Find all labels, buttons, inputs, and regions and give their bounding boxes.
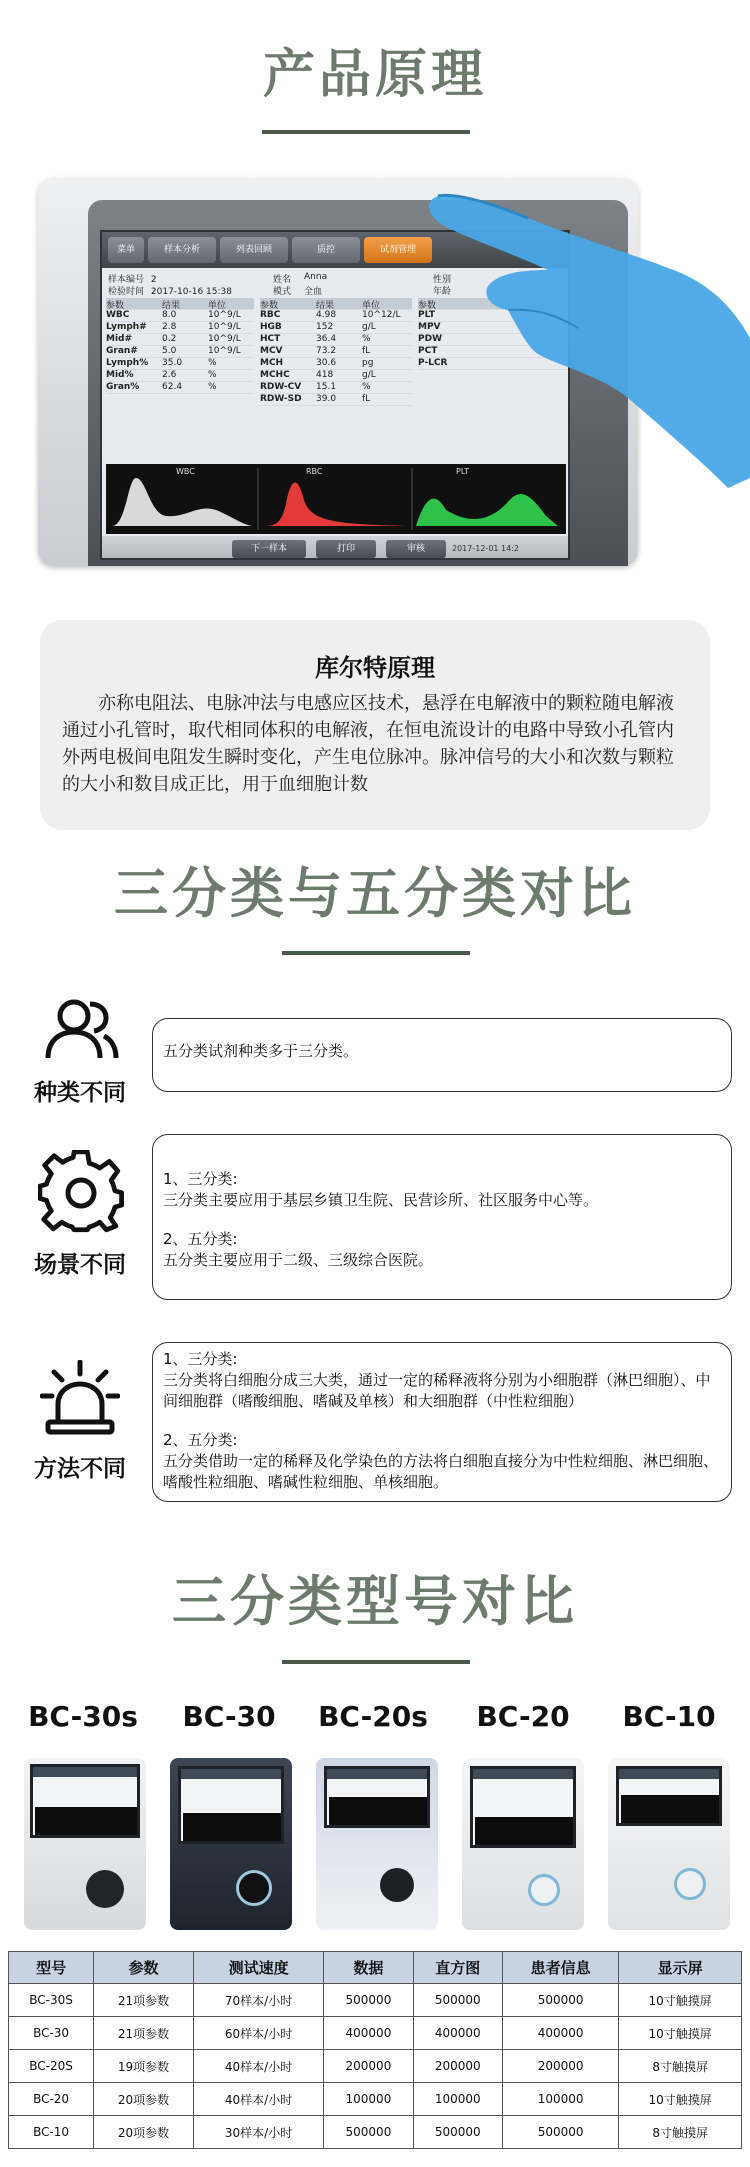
table-row: [9, 2083, 742, 2116]
spec-header-cell: 型号: [9, 1952, 94, 1984]
tab-reagent[interactable]: 试剂管理: [364, 237, 432, 263]
spec-header-cell: 参数: [94, 1952, 194, 1984]
grid-cell: MCV: [260, 346, 283, 356]
grid-row: [260, 382, 412, 394]
compare-label-type: 种类不同: [34, 1080, 126, 1106]
grid-header-cell: 参数: [106, 301, 125, 311]
compare-text-line: 三分类主要应用于基层乡镇卫生院、民营诊所、社区服务中心等。: [163, 1191, 599, 1209]
spec-header-cell: 测试速度: [193, 1952, 323, 1984]
spec-cell: 400000: [502, 2017, 618, 2050]
rbc-result-table: [260, 298, 412, 406]
gloved-hand-illustration: [398, 178, 750, 508]
model-name-bc30: BC-30: [182, 1700, 276, 1733]
grid-header-cell: 单位: [362, 301, 381, 311]
spec-cell: 40样本/小时: [193, 2083, 323, 2116]
model-name-bc30s: BC-30s: [28, 1700, 138, 1733]
compare-text-line: 五分类试剂种类多于三分类。: [163, 1042, 359, 1060]
grid-cell: MPV: [418, 322, 441, 332]
grid-cell: 30.6: [316, 358, 337, 368]
compare-text-line: 2、五分类:: [163, 1431, 238, 1449]
spec-cell: 200000: [324, 2050, 413, 2083]
test-time: 2017-10-16 15:38: [150, 287, 232, 297]
grid-cell: HCT: [260, 334, 281, 344]
name-label: 姓名: [273, 275, 292, 285]
grid-cell: %: [208, 358, 217, 368]
grid-row: [260, 370, 412, 382]
wbc-result-table: [106, 298, 254, 394]
grid-row: [106, 346, 254, 358]
grid-cell: g/L: [362, 322, 376, 332]
grid-cell: RDW-CV: [260, 382, 302, 392]
wbc-histogram-curve: [112, 478, 252, 526]
tab-sample-analysis[interactable]: 样本分析: [148, 237, 216, 263]
table-row: [9, 2116, 742, 2149]
section-title-models: 三分类型号对比: [172, 1570, 578, 1633]
grid-cell: 73.2: [316, 346, 337, 356]
next-sample-button[interactable]: 下一样本: [232, 540, 306, 558]
spec-cell: 200000: [502, 2050, 618, 2083]
coulter-principle-text: 亦称电阻法、电脉冲法与电感应区技术，悬浮在电解液中的颗粒随电解液通过小孔管时，取代相同体积的电解液，在恒电流设计的电路中导致小孔管内外两电极间电阻发生瞬时变化，产生电位脉冲。脉冲信号的大小和次数与颗粒的大小和数目成正比，用于血细胞计数: [62, 693, 674, 795]
spec-cell: BC-10: [9, 2116, 94, 2149]
compare-box-method: [152, 1342, 732, 1502]
time-label: 检验时间: [108, 287, 145, 297]
grid-cell: %: [208, 370, 217, 380]
grid-cell: %: [208, 382, 217, 392]
spec-cell: 10寸触摸屏: [619, 2083, 742, 2116]
grid-cell: PCT: [418, 346, 438, 356]
title-underline: [282, 951, 470, 955]
grid-cell: Lymph#: [106, 322, 147, 332]
coulter-principle-title: 库尔特原理: [315, 654, 435, 682]
mode-label: 模式: [273, 287, 292, 297]
grid-cell: PDW: [418, 334, 442, 344]
users-icon: [44, 996, 120, 1062]
grid-cell: 5.0: [162, 346, 177, 356]
spec-cell: 400000: [324, 2017, 413, 2050]
status-date: 2017-12-01 14:2: [452, 544, 519, 553]
grid-row: [260, 310, 412, 322]
spec-cell: 8寸触摸屏: [619, 2050, 742, 2083]
grid-cell: %: [362, 382, 371, 392]
device-bc30: [170, 1758, 292, 1930]
spec-cell: 30样本/小时: [193, 2116, 323, 2149]
grid-row: [106, 370, 254, 382]
grid-cell: 2.6: [162, 370, 177, 380]
coulter-principle-card: [40, 620, 710, 830]
histogram-label-rbc: RBC: [306, 467, 323, 476]
spec-header-cell: 直方图: [413, 1952, 502, 1984]
spec-cell: 100000: [413, 2083, 502, 2116]
spec-cell: 19项参数: [94, 2050, 194, 2083]
age-label: 年龄: [433, 287, 452, 297]
spec-cell: 8寸触摸屏: [619, 2116, 742, 2149]
grid-header-cell: 参数: [260, 301, 279, 311]
grid-cell: Lymph%: [106, 358, 149, 368]
compare-box-type: [152, 1018, 732, 1092]
grid-header-cell: 单位: [208, 301, 227, 311]
spec-cell: 500000: [324, 2116, 413, 2149]
model-name-bc20s: BC-20s: [318, 1700, 428, 1733]
spec-cell: 20项参数: [94, 2116, 194, 2149]
compare-box-scene: [152, 1134, 732, 1300]
tab-list-review[interactable]: 列表回顾: [220, 237, 288, 263]
grid-row: [106, 310, 254, 322]
tab-qc[interactable]: 质控: [292, 237, 360, 263]
section-title-compare: 三分类与五分类对比: [114, 862, 636, 925]
grid-cell: 4.98: [316, 310, 337, 320]
grid-cell: 36.4: [316, 334, 337, 344]
grid-row: [260, 394, 412, 406]
grid-cell: 2.8: [162, 322, 177, 332]
screen-bottom-bar: [102, 536, 570, 560]
tab-menu[interactable]: 菜单: [108, 237, 144, 263]
grid-header: [106, 298, 254, 310]
model-spec-table: [8, 1951, 742, 2149]
grid-cell: PLT: [418, 310, 435, 320]
grid-cell: 10^9/L: [208, 322, 241, 332]
table-row: [9, 2017, 742, 2050]
spec-cell: 500000: [324, 1984, 413, 2017]
grid-cell: Mid%: [106, 370, 134, 380]
sample-no: 2: [150, 275, 157, 285]
spec-table-header: [9, 1952, 742, 1984]
spec-cell: 21项参数: [94, 1984, 194, 2017]
grid-cell: 35.0: [162, 358, 183, 368]
spec-cell: 40样本/小时: [193, 2050, 323, 2083]
spec-header-cell: 显示屏: [619, 1952, 742, 1984]
grid-header-cell: 参数: [418, 301, 437, 311]
grid-cell: fL: [362, 394, 371, 404]
mode-value: 全血: [304, 287, 323, 297]
grid-row: [260, 334, 412, 346]
grid-row: [106, 382, 254, 394]
grid-row: [106, 322, 254, 334]
grid-cell: HGB: [260, 322, 282, 332]
histogram-label-plt: PLT: [456, 467, 470, 476]
spec-cell: 100000: [324, 2083, 413, 2116]
grid-cell: 15.1: [316, 382, 337, 392]
model-name-bc10: BC-10: [622, 1700, 716, 1733]
grid-cell: 10^12/L: [362, 310, 401, 320]
grid-cell: 10^9/L: [208, 334, 241, 344]
spec-cell: 21项参数: [94, 2017, 194, 2050]
grid-row: [260, 322, 412, 334]
table-row: [9, 2050, 742, 2083]
histogram-label-wbc: WBC: [176, 467, 195, 476]
compare-text-line: 五分类借助一定的稀释及化学染色的方法将白细胞直接分为中性粒细胞、淋巴细胞、嗜酸性粒细胞、嗜碱性粒细胞、单核细胞。: [163, 1452, 719, 1491]
grid-row: [260, 346, 412, 358]
compare-text-line: 五分类主要应用于二级、三级综合医院。: [163, 1251, 434, 1269]
grid-cell: 62.4: [162, 382, 183, 392]
spec-header-cell: 数据: [324, 1952, 413, 1984]
grid-header-cell: 结果: [162, 301, 181, 311]
compare-text-line: 1、三分类:: [163, 1350, 238, 1368]
device-bc10: [608, 1758, 730, 1930]
sample-no-label: 样本编号: [108, 275, 145, 285]
spec-cell: 10寸触摸屏: [619, 1984, 742, 2017]
grid-cell: P-LCR: [418, 358, 448, 368]
spec-cell: 500000: [502, 1984, 618, 2017]
grid-cell: Mid#: [106, 334, 133, 344]
section-title-principle: 产品原理: [262, 45, 487, 105]
grid-header: [260, 298, 412, 310]
spec-header-cell: 患者信息: [502, 1952, 618, 1984]
line-gap: [163, 1412, 721, 1430]
compare-text-line: 2、五分类:: [163, 1230, 238, 1248]
table-row: [9, 1984, 742, 2017]
model-name-bc20: BC-20: [476, 1700, 570, 1733]
grid-cell: RBC: [260, 310, 281, 320]
gear-icon: [38, 1150, 124, 1236]
patient-name: Anna: [304, 272, 328, 282]
device-bc20s: [316, 1758, 438, 1930]
grid-cell: Gran#: [106, 346, 138, 356]
grid-row: [106, 334, 254, 346]
spec-cell: 100000: [502, 2083, 618, 2116]
grid-cell: MCH: [260, 358, 284, 368]
title-underline: [262, 130, 470, 134]
grid-cell: 39.0: [316, 394, 337, 404]
grid-cell: %: [362, 334, 371, 344]
spec-cell: 200000: [413, 2050, 502, 2083]
spec-cell: 60样本/小时: [193, 2017, 323, 2050]
device-bc30s: [24, 1758, 146, 1930]
grid-cell: g/L: [362, 370, 376, 380]
grid-cell: RDW-SD: [260, 394, 302, 404]
spec-cell: BC-20: [9, 2083, 94, 2116]
line-gap: [163, 1211, 721, 1229]
compare-text-line: 三分类将白细胞分成三大类，通过一定的稀释液将分别为小细胞群（淋巴细胞）、中间细胞群（嗜酸细胞、嗜碱及单核）和大细胞群（中性粒细胞）: [163, 1371, 711, 1410]
spec-cell: 500000: [502, 2116, 618, 2149]
rbc-histogram-curve: [262, 482, 406, 526]
grid-cell: fL: [362, 346, 371, 356]
compare-label-scene: 场景不同: [34, 1252, 126, 1278]
grid-cell: WBC: [106, 310, 130, 320]
grid-row: [106, 358, 254, 370]
grid-cell: 0.2: [162, 334, 177, 344]
spec-cell: BC-20S: [9, 2050, 94, 2083]
review-button[interactable]: 审核: [386, 540, 446, 558]
grid-cell: pg: [362, 358, 374, 368]
sex-label: 性别: [433, 275, 452, 285]
device-bc20: [462, 1758, 584, 1930]
spec-cell: BC-30S: [9, 1984, 94, 2017]
alarm-light-icon: [40, 1360, 120, 1436]
grid-cell: 10^9/L: [208, 310, 241, 320]
spec-cell: 500000: [413, 2116, 502, 2149]
grid-cell: 152: [316, 322, 334, 332]
spec-cell: 400000: [413, 2017, 502, 2050]
spec-cell: 70样本/小时: [193, 1984, 323, 2017]
grid-cell: MCHC: [260, 370, 290, 380]
spec-cell: 20项参数: [94, 2083, 194, 2116]
grid-cell: Gran%: [106, 382, 140, 392]
spec-cell: BC-30: [9, 2017, 94, 2050]
grid-header-cell: 结果: [316, 301, 335, 311]
compare-label-method: 方法不同: [34, 1456, 126, 1482]
compare-text-line: 1、三分类:: [163, 1170, 238, 1188]
grid-cell: 8.0: [162, 310, 177, 320]
print-button[interactable]: 打印: [316, 540, 376, 558]
grid-cell: 10^9/L: [208, 346, 241, 356]
grid-cell: 418: [316, 370, 334, 380]
spec-cell: 10寸触摸屏: [619, 2017, 742, 2050]
spec-cell: 500000: [413, 1984, 502, 2017]
title-underline: [282, 1660, 470, 1664]
grid-row: [260, 358, 412, 370]
